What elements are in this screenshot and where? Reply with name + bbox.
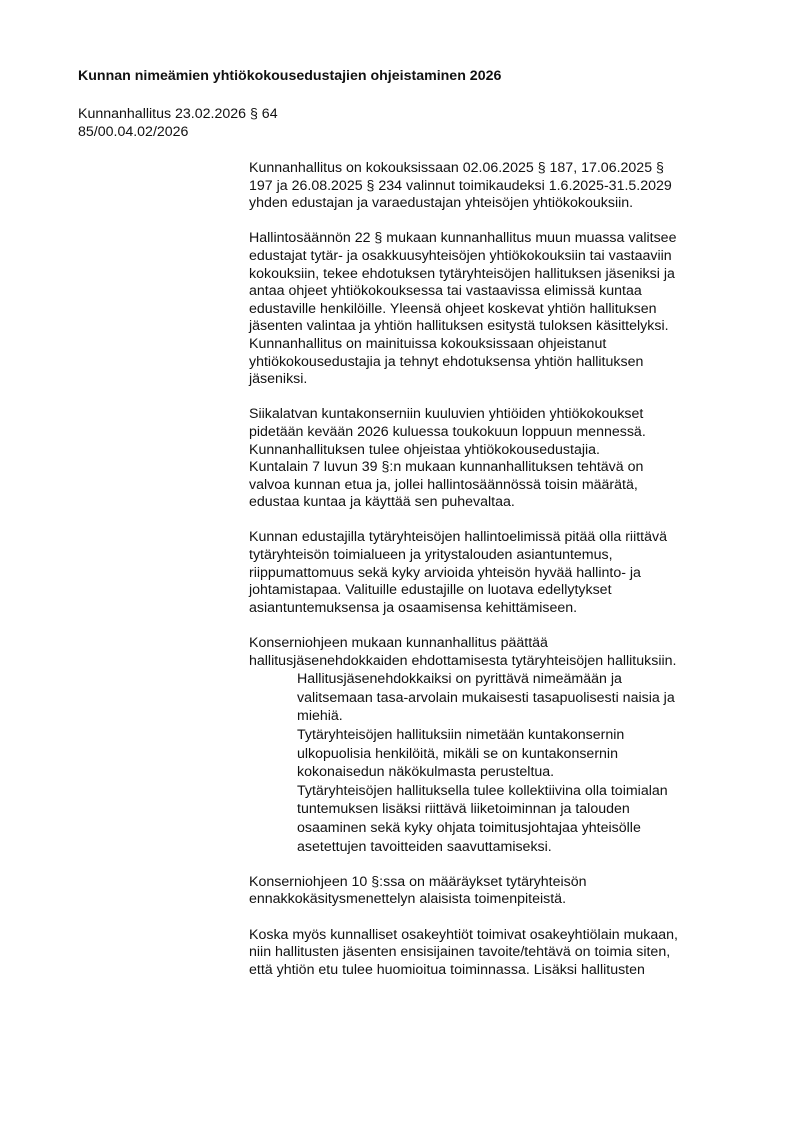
text-line: kokouksiin, tekee ehdotuksen tytäryhteisöjen hallituksen jäseniksi ja (249, 265, 675, 282)
text-line: yhtiökokousedustajia ja tehnyt ehdotuksensa yhtiön hallituksen (249, 353, 644, 370)
text-line: asetettujen tavoitteiden saavuttamiseksi. (297, 838, 552, 855)
paragraph-representatives (249, 529, 749, 617)
paragraph-election (249, 160, 749, 213)
text-line: jäseniksi. (249, 371, 308, 388)
document-meta (78, 106, 278, 141)
text-line: tytäryhteisön toimialueen ja yritystalouden asiantuntemus, (249, 547, 613, 564)
text-line: Kunnanhallitus on kokouksissaan 02.06.2025 § 187, 17.06.2025 § (249, 160, 664, 176)
document-title: Kunnan nimeämien yhtiökokousedustajien ohjeistaminen 2026 (78, 68, 502, 84)
text-line: Kuntalain 7 luvun 39 §:n mukaan kunnanhallituksen tehtävä on (249, 459, 644, 476)
text-line: asiantuntemuksensa ja osaamisensa kehittämiseen. (249, 599, 578, 616)
paragraph-group-guideline (249, 635, 749, 856)
text-line: ennakkokäsitysmenettelyn alaisista toimenpiteistä. (249, 891, 567, 908)
text-line: 197 ja 26.08.2025 § 234 valinnut toimikaudeksi 1.6.2025-31.5.2029 (249, 177, 672, 194)
text-line: Hallintosäännön 22 § mukaan kunnanhallitus muun muassa valitsee (249, 230, 677, 247)
text-line: hallitusjäsenehdokkaiden ehdottamisesta tytäryhteisöjen hallituksiin. (249, 652, 677, 669)
paragraph-company-act (249, 927, 749, 980)
text-line: Kunnanhallitus on mainituissa kokouksissaan ohjeistanut (249, 335, 607, 352)
text-line: jäsenten valintaa ja yhtiön hallituksen esitystä tuloksen käsittelyksi. (249, 318, 669, 335)
text-line: kokonaisedun näkökulmasta perusteltua. (297, 764, 555, 781)
text-line: Kunnan edustajilla tytäryhteisöjen hallintoelimissä pitää olla riittävä (249, 529, 667, 546)
text-line: yhden edustajan ja varaedustajan yhteisöjen yhtiökokouksiin. (249, 195, 634, 212)
text-line: tuntemuksen lisäksi riittävä liiketoiminnan ja talouden (297, 801, 630, 818)
text-line: miehiä. (297, 708, 343, 725)
text-line: edustaa kuntaa ja käyttää sen puhevaltaa. (249, 494, 515, 511)
text-line: valitsemaan tasa-arvolain mukaisesti tasapuolisesti naisia ja (297, 689, 675, 706)
text-line: riippumattomuus sekä kyky arvioida yhteisön hyvää hallinto- ja (249, 564, 641, 581)
paragraph-general-meetings (249, 406, 749, 512)
document-body (249, 160, 749, 997)
text-line: edustaville henkilöille. Yleensä ohjeet koskevat yhtiön hallituksen (249, 300, 657, 317)
indented-block (249, 670, 749, 856)
text-line: että yhtiön etu tulee huomioitua toiminnassa. Lisäksi hallitusten (249, 961, 645, 978)
text-line: Tytäryhteisöjen hallituksiin nimetään kuntakonsernin (297, 727, 625, 743)
text-line: osaaminen sekä kyky ohjata toimitusjohtajaa yhteisölle (297, 819, 641, 836)
text-line: edustajat tytär- ja osakkuusyhteisöjen yhtiökokouksiin tai vastaaviin (249, 247, 672, 264)
meeting-reference: Kunnanhallitus 23.02.2026 § 64 (78, 106, 278, 122)
text-line: Hallitusjäsenehdokkaiksi on pyrittävä nimeämään ja (297, 671, 622, 688)
text-line: antaa ohjeet yhtiökokouksessa tai vastaavissa elimissä kuntaa (249, 283, 642, 300)
text-line: Koska myös kunnalliset osakeyhtiöt toimivat osakeyhtiölain mukaan, (249, 926, 678, 943)
paragraph-administrative-rules (249, 230, 749, 388)
text-line: niin hallitusten jäsenten ensisijainen tavoite/tehtävä on toimia siten, (249, 944, 671, 961)
paragraph-prior-consent (249, 874, 749, 909)
text-line: Siikalatvan kuntakonserniin kuuluvien yhtiöiden yhtiökokoukset (249, 406, 644, 423)
record-number: 85/00.04.02/2026 (78, 123, 189, 140)
text-line: pidetään kevään 2026 kuluessa toukokuun loppuun mennessä. (249, 423, 646, 440)
text-line: Tytäryhteisöjen hallituksella tulee kollektiivina olla toimialan (297, 782, 668, 799)
text-line: Konserniohjeen 10 §:ssa on määräykset tytäryhteisön (249, 873, 587, 890)
text-line: valvoa kunnan etua ja, jollei hallintosäännössä toisin määrätä, (249, 476, 638, 493)
text-line: johtamistapaa. Valituille edustajille on luotava edellytykset (249, 582, 612, 599)
text-line: Konserniohjeen mukaan kunnanhallitus päättää (249, 635, 548, 652)
text-line: Kunnanhallituksen tulee ohjeistaa yhtiökokousedustajia. (249, 441, 600, 458)
text-line: ulkopuolisia henkilöitä, mikäli se on kuntakonsernin (297, 745, 618, 762)
